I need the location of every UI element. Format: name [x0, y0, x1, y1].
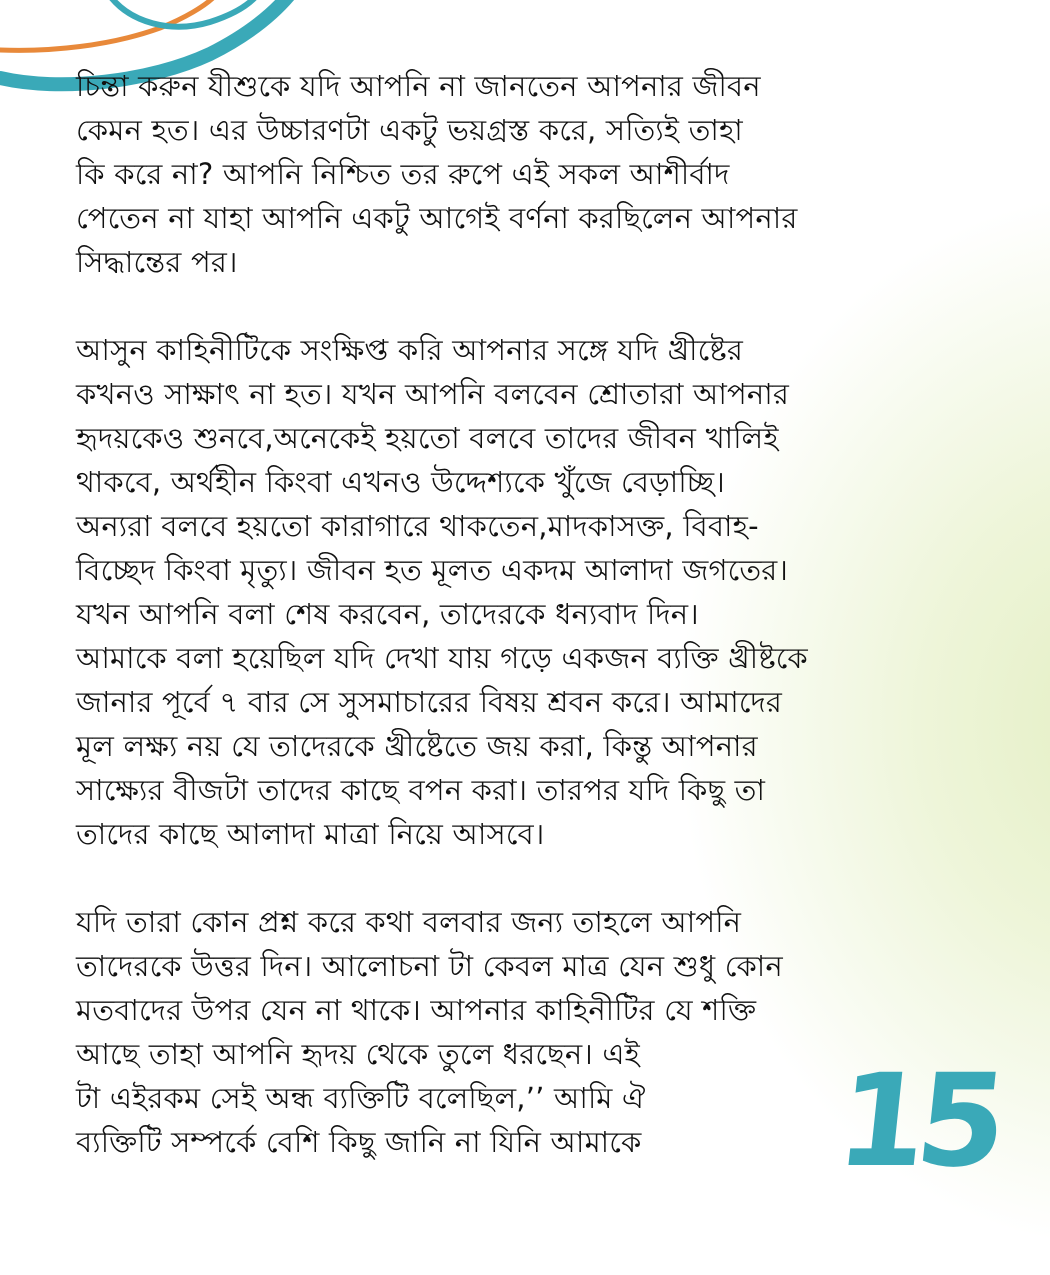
- text-line: পেতেন না যাহা আপনি একটু আগেই বর্ণনা করছিলেন আপনার: [76, 201, 798, 235]
- text-line: কেমন হত। এর উচ্চারণটা একটু ভয়গ্রস্ত করে, সত্যিই তাহা: [76, 113, 743, 147]
- paragraph-gap: [76, 856, 976, 900]
- paragraph-1: [76, 64, 976, 284]
- text-line: হৃদয়কেও শুনবে,অনেকেই হয়তো বলবে তাদের জীবন খালিই: [76, 421, 779, 455]
- body-text: [76, 64, 976, 1164]
- text-line: কখনও সাক্ষাৎ না হত। যখন আপনি বলবেন শ্রোতারা আপনার: [76, 377, 789, 411]
- text-line: অন্যরা বলবে হয়তো কারাগারে থাকতেন,মাদকাসক্ত, বিবাহ-: [76, 509, 759, 543]
- text-line: চিন্তা করুন যীশুকে যদি আপনি না জানতেন আপনার জীবন: [76, 69, 761, 103]
- text-line: তাদের কাছে আলাদা মাত্রা নিয়ে আসবে।: [76, 817, 545, 851]
- text-line: যখন আপনি বলা শেষ করবেন, তাদেরকে ধন্যবাদ দিন।: [76, 597, 699, 631]
- text-line: সিদ্ধান্তের পর।: [76, 245, 238, 279]
- paragraph-2: [76, 328, 976, 856]
- text-line: ব্যক্তিটি সম্পর্কে বেশি কিছু জানি না যিনি আমাকে: [76, 1125, 642, 1159]
- text-line: বিচ্ছেদ কিংবা মৃত্যু। জীবন হত মূলত একদম আলাদা জগতের।: [76, 553, 789, 587]
- text-line: সাক্ষ্যের বীজটা তাদের কাছে বপন করা। তারপর যদি কিছু তা: [76, 773, 766, 807]
- text-line: জানার পূর্বে ৭ বার সে সুসমাচারের বিষয় শ্রবন করে। আমাদের: [76, 685, 783, 719]
- text-line: তাদেরকে উত্তর দিন। আলোচনা টা কেবল মাত্র যেন শুধু কোন: [76, 949, 783, 983]
- paragraph-gap: [76, 284, 976, 328]
- text-line: আসুন কাহিনীটিকে সংক্ষিপ্ত করি আপনার সঙ্গে যদি খ্রীষ্টের: [76, 333, 744, 367]
- text-line: আমাকে বলা হয়েছিল যদি দেখা যায় গড়ে একজন ব্যক্তি খ্রীষ্টকে: [76, 641, 808, 675]
- text-line: থাকবে, অর্থহীন কিংবা এখনও উদ্দেশ্যকে খুঁজে বেড়াচ্ছি।: [76, 465, 725, 499]
- text-line: যদি তারা কোন প্রশ্ন করে কথা বলবার জন্য তাহলে আপনি: [76, 905, 742, 939]
- swirl-teal-inner: [110, 0, 258, 27]
- page-number: 15: [830, 1047, 1005, 1196]
- text-line: মূল লক্ষ্য নয় যে তাদেরকে খ্রীষ্টেতে জয় করা, কিন্তু আপনার: [76, 729, 758, 763]
- text-line: কি করে না? আপনি নিশ্চিত তর রুপে এই সকল আশীর্বাদ: [76, 157, 730, 191]
- text-line: মতবাদের উপর যেন না থাকে। আপনার কাহিনীটির যে শক্তি: [76, 993, 757, 1027]
- text-line: আছে তাহা আপনি হৃদয় থেকে তুলে ধরছেন। এই: [76, 1037, 640, 1071]
- text-line: টা এইরকম সেই অন্ধ ব্যক্তিটি বলেছিল,’’ আমি ঐ: [76, 1081, 646, 1115]
